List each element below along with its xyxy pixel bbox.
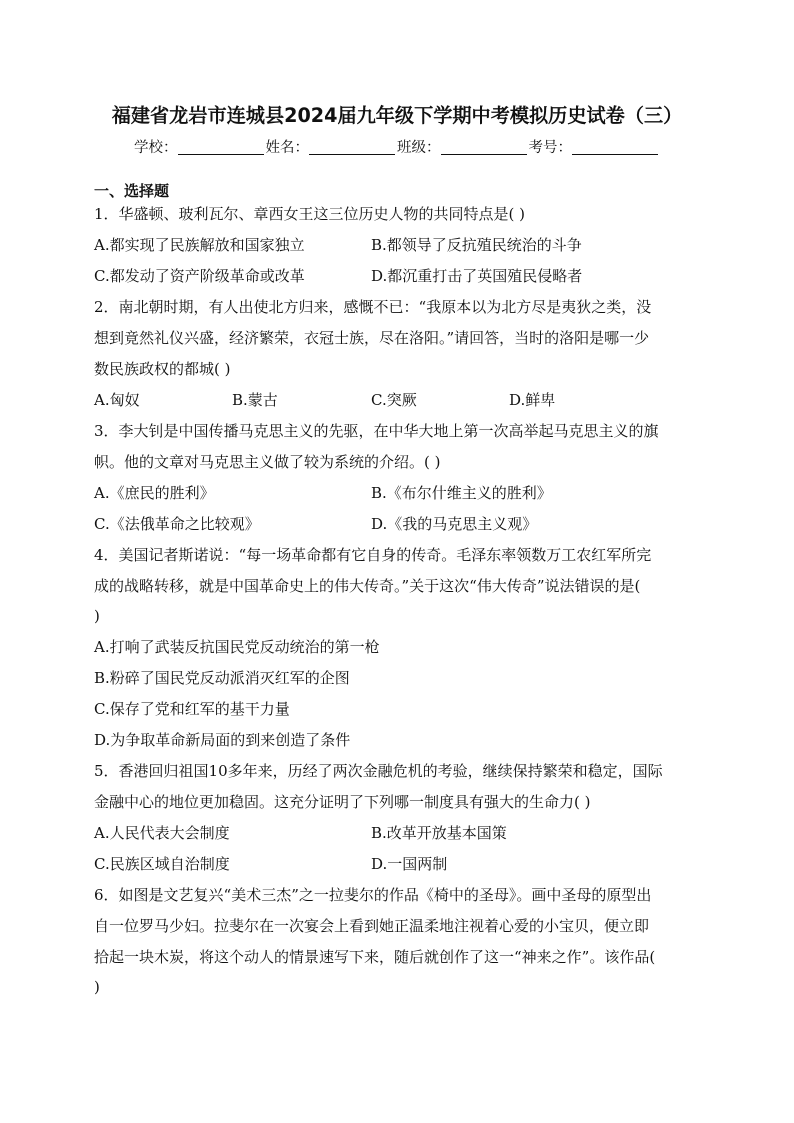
exam-no-blank <box>572 140 658 155</box>
question-1-line-1: 1．华盛顿、玻利瓦尔、章西女王这三位历史人物的共同特点是( ) <box>94 205 526 223</box>
section-heading: 一、选择题 <box>94 182 170 200</box>
school-field <box>134 136 266 157</box>
question-2-line-1: 2．南北朝时期，有人出使北方归来，感慨不已：“我原本以为北方尽是夷狄之类，没 <box>94 298 652 316</box>
question-3-option-d: D.《我的马克思主义观》 <box>371 515 538 533</box>
question-2-option-d: D.鲜卑 <box>509 391 556 409</box>
question-2-option-a: A.匈奴 <box>94 391 140 409</box>
question-1-option-c: C.都发动了资产阶级革命或改革 <box>94 267 305 285</box>
question-3-option-c: C.《法俄革命之比较观》 <box>94 515 260 533</box>
question-5-option-d: D.一国两制 <box>371 855 448 873</box>
class-field <box>397 136 529 157</box>
exam-no-label: 考号： <box>528 140 572 156</box>
student-info-line <box>0 136 794 157</box>
question-2-line-2: 想到竟然礼仪兴盛，经济繁荣，衣冠士族，尽在洛阳。”请回答，当时的洛阳是哪一少 <box>94 329 650 347</box>
exam-no-field <box>529 136 661 157</box>
school-blank <box>178 140 264 155</box>
question-4-option-b: B.粉碎了国民党反动派消灭红军的企图 <box>94 669 350 687</box>
question-3-option-a: A.《庶民的胜利》 <box>94 484 215 502</box>
question-5-line-1: 5．香港回归祖国10多年来，历经了两次金融危机的考验，继续保持繁荣和稳定，国际 <box>94 762 663 780</box>
question-6-line-1: 6．如图是文艺复兴“美术三杰”之一拉斐尔的作品《椅中的圣母》。画中圣母的原型出 <box>94 886 652 904</box>
question-2-line-3: 数民族政权的都城( ) <box>94 360 231 378</box>
question-4-option-a: A.打响了武装反抗国民党反动统治的第一枪 <box>94 638 380 656</box>
question-4-line-1: 4．美国记者斯诺说：“每一场革命都有它自身的传奇。毛泽东率领数万工农红军所完 <box>94 546 652 564</box>
class-label: 班级： <box>397 140 441 156</box>
school-label: 学校： <box>134 140 178 156</box>
name-label: 姓名： <box>265 140 309 156</box>
question-2-option-b: B.蒙古 <box>232 391 278 409</box>
question-3-line-2: 帜。他的文章对马克思主义做了较为系统的介绍。( ) <box>94 453 441 471</box>
question-1-option-b: B.都领导了反抗殖民统治的斗争 <box>371 236 582 254</box>
question-2-option-c: C.突厥 <box>371 391 417 409</box>
question-3-option-b: B.《布尔什维主义的胜利》 <box>371 484 552 502</box>
question-5-option-b: B.改革开放基本国策 <box>371 824 507 842</box>
question-1-option-a: A.都实现了民族解放和国家独立 <box>94 236 305 254</box>
question-6-line-3: 拾起一块木炭，将这个动人的情景速写下来，随后就创作了这一“神来之作”。该作品( <box>94 948 656 966</box>
page-title: 福建省龙岩市连城县2024届九年级下学期中考模拟历史试卷（三） <box>111 104 683 127</box>
class-blank <box>441 140 527 155</box>
question-1-option-d: D.都沉重打击了英国殖民侵略者 <box>371 267 583 285</box>
name-field <box>266 136 398 157</box>
question-4-option-d: D.为争取革命新局面的到来创造了条件 <box>94 731 351 749</box>
question-6-line-2: 自一位罗马少妇。拉斐尔在一次宴会上看到她正温柔地注视着心爱的小宝贝，便立即 <box>94 917 650 935</box>
question-5-option-c: C.民族区域自治制度 <box>94 855 230 873</box>
question-4-option-c: C.保存了党和红军的基干力量 <box>94 700 290 718</box>
question-4-line-2: 成的战略转移，就是中国革命史上的伟大传奇。”关于这次“伟大传奇”说法错误的是( <box>94 577 641 595</box>
question-5-line-2: 金融中心的地位更加稳固。这充分证明了下列哪一制度具有强大的生命力( ) <box>94 793 591 811</box>
name-blank <box>309 140 395 155</box>
question-6-line-4: ) <box>94 978 100 996</box>
question-5-option-a: A.人民代表大会制度 <box>94 824 230 842</box>
question-3-line-1: 3．李大钊是中国传播马克思主义的先驱，在中华大地上第一次高举起马克思主义的旗 <box>94 422 659 440</box>
question-4-line-3: ) <box>94 607 100 625</box>
